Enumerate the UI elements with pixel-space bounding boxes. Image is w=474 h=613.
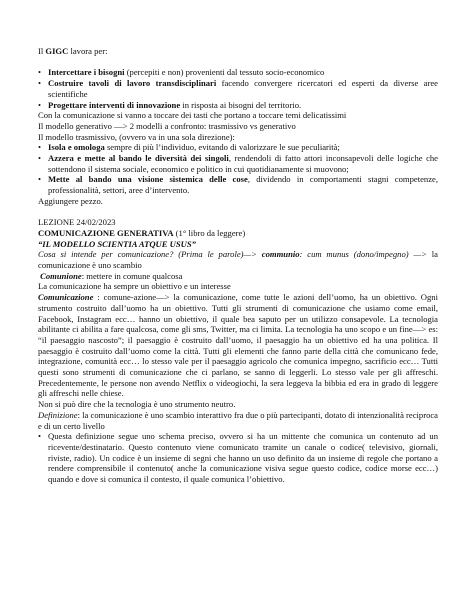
list-item: • Costruire tavoli di lavoro transdisciplinari facendo convergere ricercatori ed esperti da diverse aree scientifiche: [38, 78, 438, 99]
question-line: Cosa si intende per comunicazione? (Prima le parole)—> communio: cum munus (dono/impegno) —> la comunicazione è uno scambio: [38, 249, 438, 271]
list-item: • Intercettare i bisogni (percepiti e non) provenienti dal tessuto socio-economico: [38, 67, 325, 78]
comunicazione-paragraph: Comunicazione : comune-azione—> la comunicazione, come tutte le azioni dell’uomo, ha un obiettivo. Ogni strumento costruito dall’uomo ha un obiettivo. Tutti gli strumenti di comunicazione che usiamo come email, Facebook, Instagram ecc… hanno un obiettivo, il quale bea saputo per un utilizzo consapevole. La tecnologia abilitante ci abilita a fare qualcosa, come gli sms, Twitter, ma ci limita. La tecnologia ha uno scopo e un fine—> es: “il paesaggio nascosto”; il paesaggio è costruito dall’uomo, il paesaggio ha un obiettivo ed ha una politica. Il paesaggio è costruito dall’uomo come la città. Tutti gli elementi che fanno parte della città che comunicano fede, integrazione, comunità ecc… lo stesso vale per il paesaggio agricolo che comunica impegno, sacrificio ecc… Tutti questi sono strumenti di comunicazione che ci parlano, se sanno di leggerli. Lo stesso vale per gli affreschi. Precedentemente, le persone non avendo Netflix o videogiochi, la sera leggeva la bibbia ed era in grado di leggere gli affreschi nelle chiese.: [38, 292, 438, 399]
list-item: • Isola e omologa sempre di più l’individuo, evitando di valorizzare le sue peculiarità;: [38, 142, 340, 153]
text-line: Il modello trasmissivo, (ovvero va in una sola direzione):: [38, 131, 235, 142]
section-subtitle: “IL MODELLO SCIENTIA ATQUE USUS”: [38, 238, 196, 249]
comunione-line: Comunione: mettere in comune qualcosa: [40, 270, 183, 281]
gigc-heading: Il GIGC lavora per:: [38, 46, 108, 56]
lesson-date: LEZIONE 24/02/2023: [38, 217, 116, 228]
section-title: COMUNICAZIONE GENERATIVA (1° libro da leggere): [38, 227, 246, 238]
list-item: • Mette al bando una visione sistemica delle cose, dividendo in comportamenti stagni competenze, professionalità, settori, aree d’intervento.: [38, 174, 438, 196]
list-item: • Progettare interventi di innovazione in risposta ai bisogni del territorio.: [38, 99, 302, 110]
list-item: • Azzera e mette al bando le diversità dei singoli, rendendoli di fatto attori inconsapevoli delle logiche che sottendono il sistema sociale, economico e politico in cui quotidianamente si muovono;: [38, 153, 438, 174]
definition-paragraph: Definizione: la comunicazione è uno scambio interattivo fra due o più partecipanti, dotato di intenzionalità reciproca e di un certo livello: [38, 409, 438, 431]
list-item: • Questa definizione segue uno schema preciso, ovvero si ha un mittente che comunica un contenuto ad un ricevente/destinatario. Questo contenuto viene comunicato tramite un canale o codice( televisivo, giornali, riviste, radio). Un codice è un insieme di segni che hanno un uso definito da un insieme di regole che portano a rendere comprensibile il contenuto( anche la comunicazione visiva segue questo codice, codice morse ecc…) quando e dove si comunica il contesto, il quale comunica l’obiettivo.: [38, 431, 438, 485]
document-page: [38, 46, 438, 485]
text-line: La comunicazione ha sempre un obiettivo e un interesse: [38, 281, 231, 292]
text-line: Non si può dire che la tecnologia è uno strumento neutro.: [38, 399, 236, 410]
text-line: Il modello generativo —> 2 modelli a confronto: trasmissivo vs generativo: [38, 120, 296, 131]
text-line: Con la comunicazione si vanno a toccare dei tasti che portano a toccare temi delicatissimi: [38, 110, 347, 121]
text-line: Aggiungere pezzo.: [38, 195, 103, 206]
